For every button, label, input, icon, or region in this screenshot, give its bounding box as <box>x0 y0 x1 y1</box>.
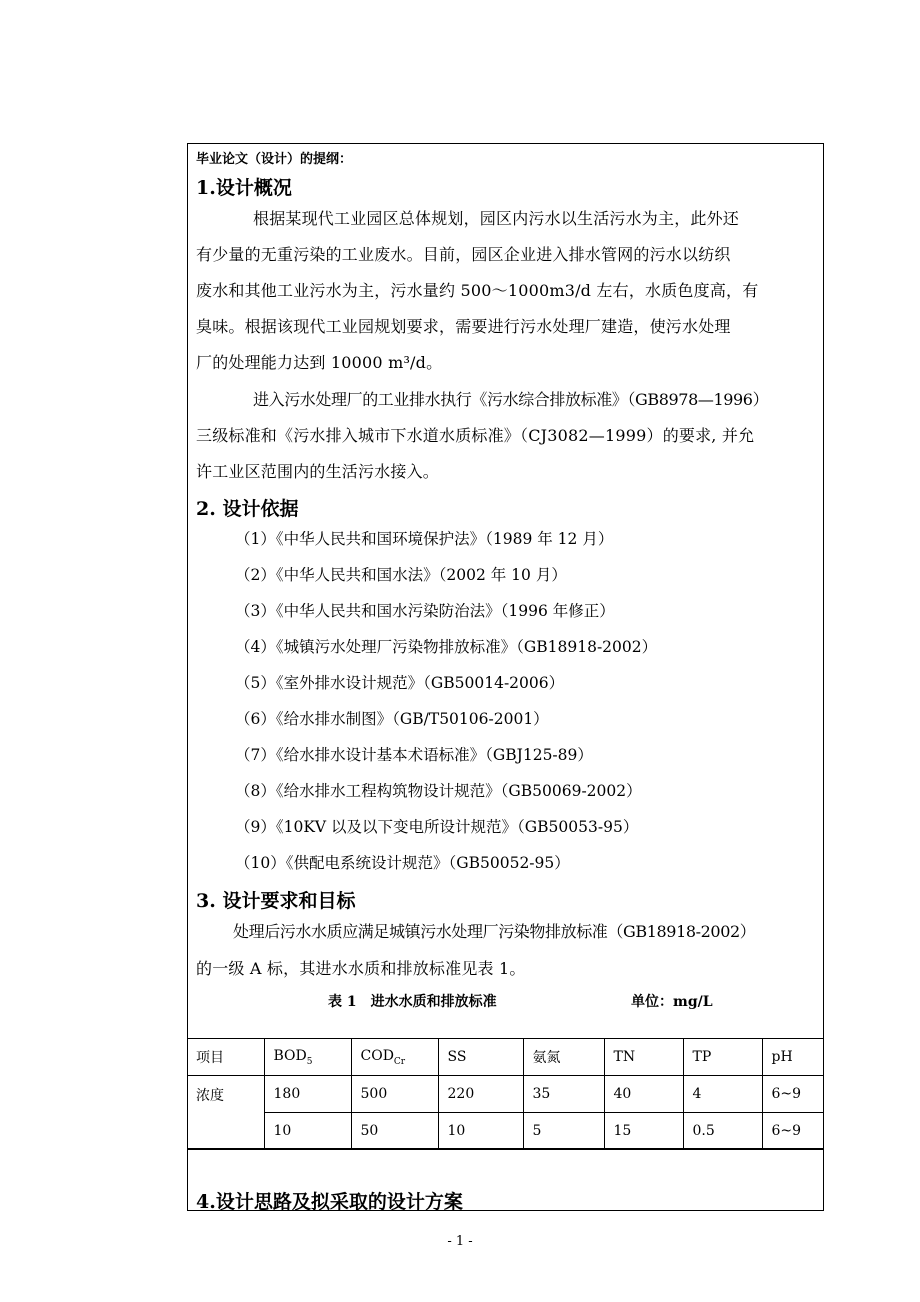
section1-line: 进入污水处理厂的工业排水执行《污水综合排放标准》（GB8978—1996） <box>253 390 769 409</box>
section2-heading: 2. 设计依据 <box>196 498 299 520</box>
reference-item: （3）《中华人民共和国水污染防治法》（1996 年修正） <box>235 602 615 620</box>
reference-item: （4）《城镇污水处理厂污染物排放标准》（GB18918-2002） <box>235 638 658 656</box>
table-cell: 220 <box>438 1076 523 1113</box>
table-cell: 40 <box>604 1076 683 1113</box>
table-row <box>187 1076 824 1113</box>
header-cell <box>264 1039 351 1076</box>
section-divider <box>187 1148 824 1149</box>
table-unit: 单位：mg/L <box>631 994 713 1010</box>
table-cell: 15 <box>604 1113 683 1150</box>
table-caption: 表 1 进水水质和排放标准 <box>328 994 497 1010</box>
table-cell: 500 <box>351 1076 438 1113</box>
table-cell: 0.5 <box>683 1113 762 1150</box>
table-cell: 10 <box>438 1113 523 1150</box>
table-cell: 5 <box>523 1113 604 1150</box>
reference-item: （9）《10KV 以及以下变电所设计规范》（GB50053-95） <box>235 818 639 836</box>
reference-item: （8）《给水排水工程构筑物设计规范》（GB50069-2002） <box>235 782 642 800</box>
header-cod-sub: Cr <box>393 1056 406 1067</box>
table-cell: 10 <box>264 1113 351 1150</box>
section1-line: 有少量的无重污染的工业废水。目前，园区企业进入排水管网的污水以纺织 <box>196 245 731 264</box>
table-cell: 6~9 <box>762 1113 824 1150</box>
page-number: - 1 - <box>447 1234 473 1249</box>
water-quality-table <box>187 1038 824 1150</box>
section3-heading: 3. 设计要求和目标 <box>196 890 356 912</box>
section3-line: 处理后污水水质应满足城镇污水处理厂污染物排放标准（GB18918-2002） <box>233 922 756 941</box>
outline-label: 毕业论文（设计）的提纲： <box>196 152 353 167</box>
header-cell: SS <box>438 1039 523 1076</box>
section1-line: 根据某现代工业园区总体规划，园区内污水以生活污水为主，此外还 <box>253 209 740 228</box>
table-cell: 50 <box>351 1113 438 1150</box>
table-cell: 180 <box>264 1076 351 1113</box>
reference-item: （1）《中华人民共和国环境保护法》（1989 年 12 月） <box>235 530 614 548</box>
header-cell <box>351 1039 438 1076</box>
reference-item: （6）《给水排水制图》（GB/T50106-2001） <box>235 710 549 728</box>
section1-heading: 1.设计概况 <box>196 177 292 199</box>
reference-item: （5）《室外排水设计规范》（GB50014-2006） <box>235 674 565 692</box>
section1-line: 三级标准和《污水排入城市下水道水质标准》（CJ3082—1999）的要求, 并允 <box>196 426 755 445</box>
header-cell: 氨氮 <box>523 1039 604 1076</box>
row-label-cell: 浓度 <box>187 1076 264 1150</box>
section3-line: 的一级 A 标，其进水水质和排放标准见表 1。 <box>196 959 526 978</box>
header-cell: pH <box>762 1039 824 1076</box>
table-cell: 6~9 <box>762 1076 824 1113</box>
section1-line: 厂的处理能力达到 10000 m³/d。 <box>196 353 443 372</box>
reference-item: （10）《供配电系统设计规范》（GB50052-95） <box>235 854 570 872</box>
reference-item: （7）《给水排水设计基本术语标准》（GBJ125-89） <box>235 746 593 764</box>
table-cell: 4 <box>683 1076 762 1113</box>
header-cell: TP <box>683 1039 762 1076</box>
table-cell: 35 <box>523 1076 604 1113</box>
table-row <box>187 1113 824 1150</box>
section1-line: 废水和其他工业污水为主，污水量约 500～1000m3/d 左右，水质色度高，有 <box>196 281 759 300</box>
section4-heading: 4.设计思路及拟采取的设计方案 <box>196 1191 463 1213</box>
reference-item: （2）《中华人民共和国水法》（2002 年 10 月） <box>235 566 567 584</box>
header-cell: 项目 <box>187 1039 264 1076</box>
section1-line: 臭味。根据该现代工业园规划要求，需要进行污水处理厂建造，使污水处理 <box>196 317 731 336</box>
section1-line: 许工业区范围内的生活污水接入。 <box>196 462 440 481</box>
header-bod: BOD <box>273 1047 307 1064</box>
header-bod-sub: 5 <box>306 1056 313 1067</box>
table-header-row <box>187 1039 824 1076</box>
header-cell: TN <box>604 1039 683 1076</box>
header-cod: COD <box>360 1047 394 1064</box>
